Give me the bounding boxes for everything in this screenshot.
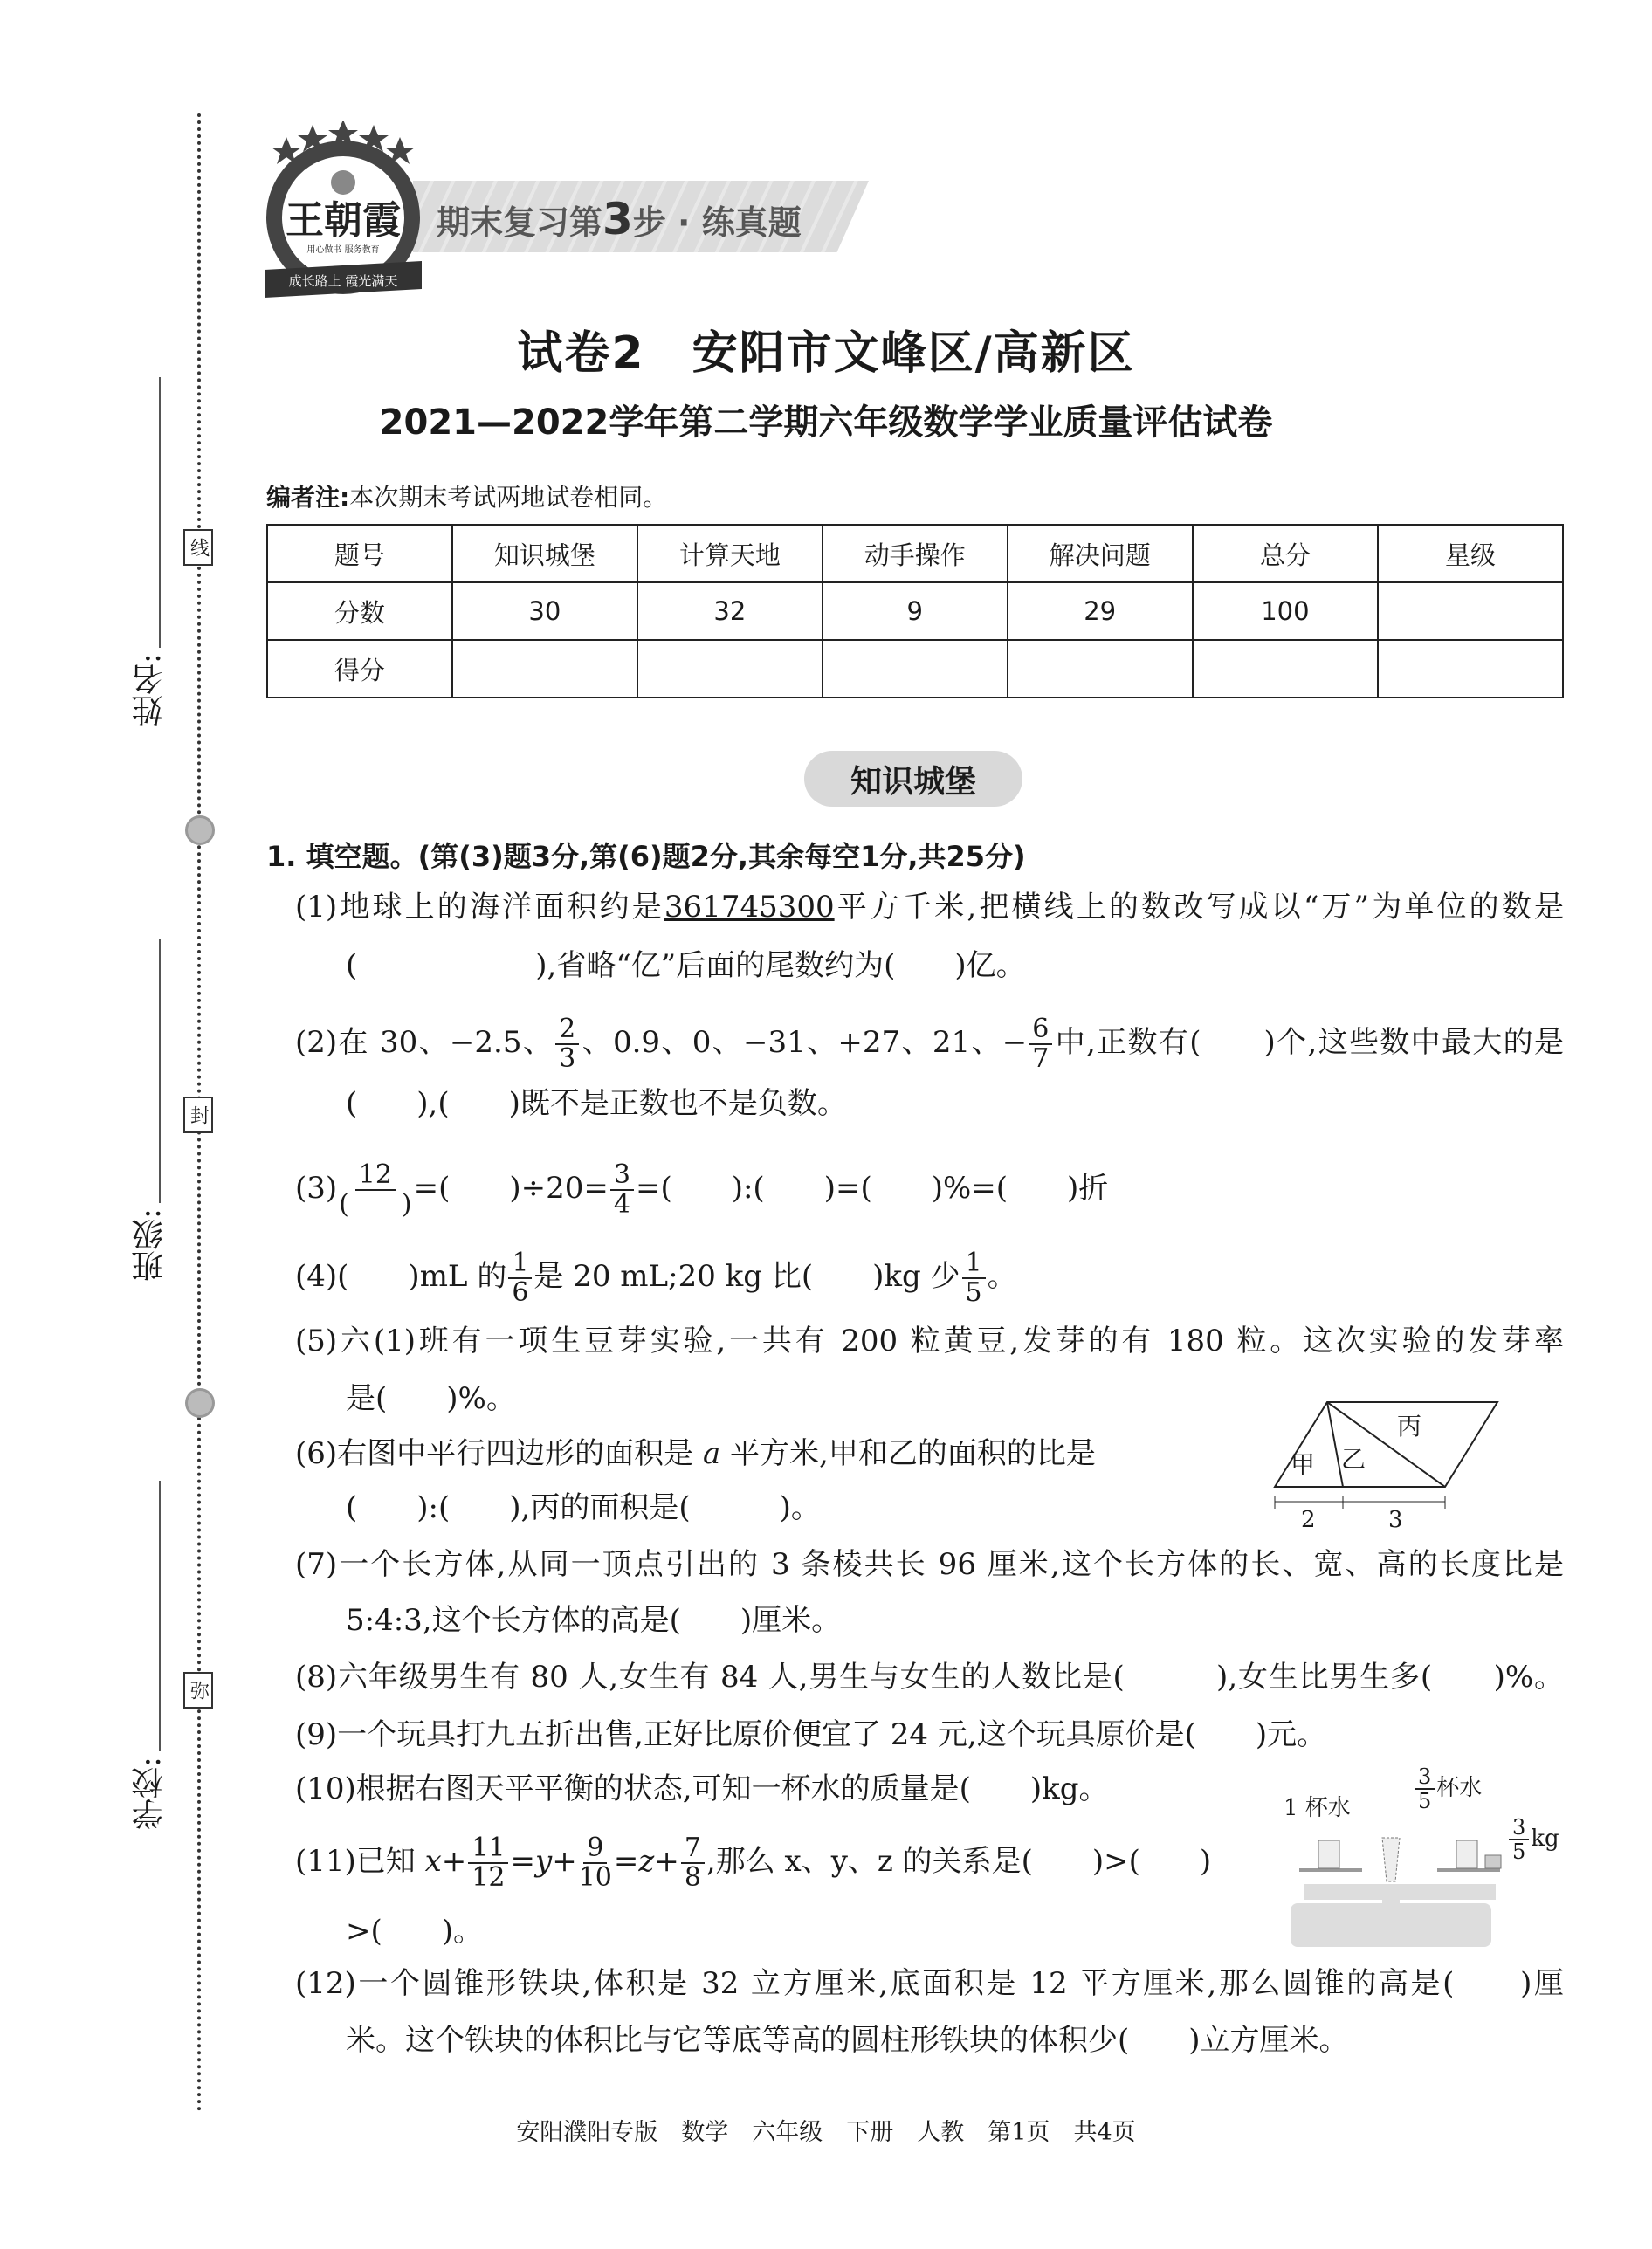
banner-prefix: 期末复习第 <box>437 203 603 242</box>
fraction <box>1509 1816 1529 1863</box>
variable-z: z <box>638 1844 655 1879</box>
variable-x: x <box>424 1844 442 1879</box>
editor-note-label: 编者注: <box>266 483 350 512</box>
header-cell: 星级 <box>1378 525 1563 582</box>
editor-note-text: 本次期末考试两地试卷相同。 <box>349 483 668 512</box>
unit: kg <box>1531 1826 1559 1852</box>
text: + <box>552 1844 577 1879</box>
variable: a <box>702 1436 721 1471</box>
score-table <box>266 524 1564 698</box>
text: =( ):( )=( )%=( )折 <box>635 1171 1109 1206</box>
denominator: 5 <box>1418 1789 1432 1813</box>
question-1-7: (7)一个长方体,从同一顶点引出的 3 条棱共长 96 厘米,这个长方体的长、宽、高的长度比是 <box>295 1547 1564 1582</box>
page-footer: 安阳濮阳专版 数学 六年级 下册 人教 第1页 共4页 <box>516 2119 1136 2146</box>
table-cell: 9 <box>823 582 1008 640</box>
score-entry-cell[interactable] <box>1008 640 1193 698</box>
table-cell: 得分 <box>267 640 452 698</box>
balance-scale-figure <box>1282 1764 1570 1956</box>
cut-mark-feng: 封 <box>183 1097 213 1133</box>
underlined-number: 361745300 <box>664 890 835 925</box>
text: (4)( )mL 的 <box>295 1259 507 1294</box>
denominator: 10 <box>578 1862 612 1893</box>
table-cell: 29 <box>1008 582 1193 640</box>
banner-text <box>437 194 802 244</box>
text: = <box>613 1844 639 1879</box>
text: (2)在 30、−2.5、 <box>295 1025 554 1060</box>
fraction <box>962 1249 986 1307</box>
text: 中,正数有( )个,这些数中最大的是 <box>1054 1025 1564 1060</box>
table-header-row <box>267 525 1563 582</box>
text: (1)地球上的海洋面积约是 <box>295 890 664 925</box>
numerator: 3 <box>1415 1765 1435 1790</box>
editor-note <box>266 478 667 513</box>
svg-text:成长路上 霞光满天: 成长路上 霞光满天 <box>288 273 398 289</box>
numerator: 1 <box>508 1249 532 1279</box>
header-cell: 总分 <box>1193 525 1378 582</box>
logo-text: 王朝霞 <box>286 198 401 243</box>
swirl-icon <box>185 815 215 845</box>
fraction <box>610 1161 634 1219</box>
text: 平方千米,把横线上的数改写成以“万”为单位的数是 <box>834 890 1564 925</box>
text: 、0.9、0、−31、+27、21、− <box>581 1025 1028 1060</box>
denominator: 4 <box>613 1189 630 1220</box>
numerator: 3 <box>610 1161 634 1191</box>
header-cell: 解决问题 <box>1008 525 1193 582</box>
length-right: 3 <box>1388 1507 1403 1533</box>
denominator: 8 <box>684 1862 701 1893</box>
question-1-heading: 1. 填空题。(第(3)题3分,第(6)题2分,其余每空1分,共25分) <box>266 840 1026 873</box>
text: + <box>654 1844 679 1879</box>
cut-mark-xian: 线 <box>183 529 213 566</box>
balance-right-label <box>1413 1765 1482 1812</box>
parallelogram-figure <box>1266 1395 1502 1539</box>
header-cell: 动手操作 <box>823 525 1008 582</box>
table-cell: 30 <box>452 582 637 640</box>
fraction <box>339 1161 411 1219</box>
header-cell: 计算天地 <box>637 525 823 582</box>
swirl-icon <box>185 1388 215 1418</box>
weight-label <box>1507 1816 1559 1863</box>
table-cell[interactable] <box>1378 582 1563 640</box>
fraction <box>681 1834 705 1892</box>
denominator: 5 <box>965 1277 982 1308</box>
question-1-8: (8)六年级男生有 80 人,女生有 84 人,男生与女生的人数比是( ),女生比男生多( )%。 <box>295 1660 1564 1695</box>
header-cell: 知识城堡 <box>452 525 637 582</box>
score-entry-cell[interactable] <box>637 640 823 698</box>
question-1-7-cont: 5:4:3,这个长方体的高是( )厘米。 <box>346 1603 842 1638</box>
score-entry-cell[interactable] <box>1193 640 1378 698</box>
class-underline <box>159 939 161 1203</box>
fraction <box>1029 1015 1052 1073</box>
denominator: 3 <box>559 1043 576 1074</box>
denominator: 12 <box>472 1862 506 1893</box>
page-subtitle: 2021—2022学年第二学期六年级数学学业质量评估试卷 <box>379 402 1273 443</box>
denominator: 7 <box>1032 1043 1050 1074</box>
question-1-12: (12)一个圆锥形铁块,体积是 32 立方厘米,底面积是 12 平方厘米,那么圆锥的高是( )厘 <box>295 1966 1564 2001</box>
numerator: 12 <box>355 1161 396 1191</box>
question-1-5-cont: 是( )%。 <box>346 1381 516 1416</box>
fraction <box>579 1834 612 1892</box>
school-label: 学校: <box>132 1757 168 1831</box>
brand-logo <box>256 121 430 300</box>
header-cell: 题号 <box>267 525 452 582</box>
numerator: 9 <box>583 1834 607 1864</box>
denominator: 5 <box>1512 1840 1526 1864</box>
text: (6)右图中平行四边形的面积是 <box>295 1436 703 1471</box>
class-label: 班级: <box>132 1208 168 1283</box>
length-left: 2 <box>1301 1507 1316 1533</box>
table-row <box>267 582 1563 640</box>
school-underline <box>159 1481 161 1751</box>
numerator: 6 <box>1029 1015 1052 1045</box>
score-entry-cell[interactable] <box>1378 640 1563 698</box>
logo-emblem-icon <box>256 121 430 300</box>
section-title: 知识城堡 <box>804 751 1022 807</box>
score-entry-cell[interactable] <box>452 640 637 698</box>
cut-mark-mi: 弥 <box>183 1672 213 1709</box>
fraction <box>1415 1765 1435 1812</box>
question-1-6-cont: ( ):( ),丙的面积是( )。 <box>346 1490 821 1525</box>
question-1-3 <box>295 1161 1564 1219</box>
text: 是 20 mL;20 kg 比( )kg 少 <box>533 1259 960 1294</box>
label-bing: 丙 <box>1397 1412 1422 1441</box>
question-1-2 <box>295 1015 1564 1073</box>
table-cell: 分数 <box>267 582 452 640</box>
score-entry-cell[interactable] <box>823 640 1008 698</box>
question-1-1-cont: ( ),省略“亿”后面的尾数约为( )亿。 <box>346 948 1026 983</box>
text: (3) <box>295 1171 338 1206</box>
denominator: ( ) <box>339 1189 412 1220</box>
numerator: 1 <box>962 1249 986 1279</box>
table-cell: 32 <box>637 582 823 640</box>
text: 杯水 <box>1436 1775 1483 1801</box>
question-1-2-cont: ( ),( )既不是正数也不是负数。 <box>346 1086 847 1121</box>
denominator: 6 <box>512 1277 529 1308</box>
page-title: 试卷2 安阳市文峰区/高新区 <box>517 327 1135 380</box>
question-1-12-cont: 米。这个铁块的体积比与它等底等高的圆柱形铁块的体积少( )立方厘米。 <box>346 2023 1349 2058</box>
numerator: 7 <box>681 1834 705 1864</box>
text: 平方米,甲和乙的面积的比是 <box>720 1436 1096 1471</box>
text: 。 <box>987 1259 1017 1294</box>
question-1-1 <box>295 888 1564 926</box>
text: ,那么 x、y、z 的关系是( )>( ) <box>706 1844 1212 1879</box>
text: (11)已知 <box>295 1844 425 1879</box>
numerator: 2 <box>555 1015 579 1045</box>
table-row <box>267 640 1563 698</box>
fraction <box>508 1249 532 1307</box>
numerator: 3 <box>1509 1816 1529 1840</box>
name-label: 姓名: <box>132 653 168 727</box>
numerator: 11 <box>468 1834 508 1864</box>
svg-text:用心做书 服务教育: 用心做书 服务教育 <box>306 245 380 255</box>
question-1-9: (9)一个玩具打九五折出售,正好比原价便宜了 24 元,这个玩具原价是( )元。 <box>295 1717 1327 1752</box>
question-1-11-cont: >( )。 <box>346 1914 484 1949</box>
question-1-4 <box>295 1249 1564 1307</box>
question-1-11 <box>295 1834 1282 1892</box>
question-1-6 <box>295 1434 1168 1473</box>
fraction <box>468 1834 508 1892</box>
table-cell: 100 <box>1193 582 1378 640</box>
variable-y: y <box>534 1844 553 1879</box>
balance-left-label: 1 杯水 <box>1284 1795 1351 1821</box>
text: = <box>510 1844 535 1879</box>
question-1-5: (5)六(1)班有一项生豆芽实验,一共有 200 粒黄豆,发芽的有 180 粒。这次实验的发芽率 <box>295 1324 1564 1358</box>
question-1-10: (10)根据右图天平平衡的状态,可知一杯水的质量是( )kg。 <box>295 1771 1109 1806</box>
text: + <box>441 1844 467 1879</box>
banner-suffix: 步 · 练真题 <box>632 203 802 242</box>
label-jia: 甲 <box>1291 1450 1316 1479</box>
banner-step: 3 <box>602 194 633 244</box>
fraction <box>555 1015 579 1073</box>
label-yi: 乙 <box>1341 1445 1366 1474</box>
text: =( )÷20= <box>413 1171 609 1206</box>
